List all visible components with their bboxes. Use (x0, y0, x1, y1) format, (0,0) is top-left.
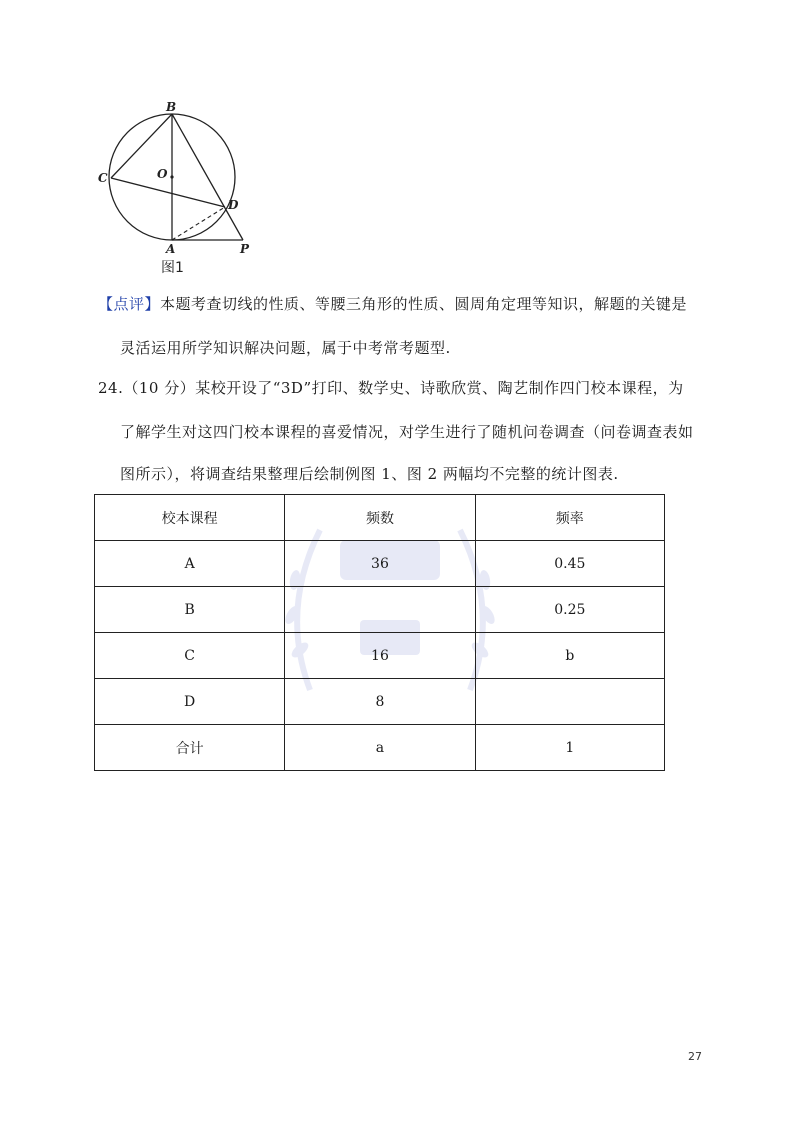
figure-caption: 图1 (161, 260, 184, 276)
label-o: O (157, 167, 168, 181)
problem-line-3: 图所示），将调查结果整理后绘制例图 1、图 2 两幅均不完整的统计图表. (120, 465, 619, 483)
label-p: P (240, 242, 250, 256)
table-row (95, 587, 665, 633)
dashed-ad (172, 207, 225, 240)
table-cell: 8 (285, 679, 475, 725)
segment-bp (172, 114, 243, 240)
course-frequency-table (94, 494, 665, 771)
table-row (95, 725, 665, 771)
table-cell: A (95, 541, 285, 587)
table-cell: C (95, 633, 285, 679)
label-b: B (166, 100, 177, 114)
comment-line-2: 灵活运用所学知识解决问题，属于中考常考题型. (120, 339, 451, 357)
table-cell: 16 (285, 633, 475, 679)
circle-tangent-diagram (95, 100, 265, 280)
label-d: D (228, 198, 239, 212)
table-row (95, 541, 665, 587)
table-cell: a (285, 725, 475, 771)
label-a: A (166, 242, 176, 256)
table-row (95, 633, 665, 679)
comment-tag: 【点评】 (98, 295, 161, 313)
comment-line-1 (98, 294, 687, 314)
table-cell: D (95, 679, 285, 725)
header-course: 校本课程 (95, 495, 285, 541)
table-cell (285, 587, 475, 633)
segment-cd (111, 178, 225, 207)
center-dot (170, 175, 173, 178)
geometry-figure (95, 100, 265, 280)
table-cell: b (475, 633, 664, 679)
page-number: 27 (688, 1050, 702, 1063)
header-frequency-count: 频数 (285, 495, 475, 541)
table-cell (475, 679, 664, 725)
table-cell: 0.25 (475, 587, 664, 633)
table-cell: B (95, 587, 285, 633)
table-cell: 1 (475, 725, 664, 771)
table-cell: 0.45 (475, 541, 664, 587)
header-frequency-rate: 频率 (475, 495, 664, 541)
table-row (95, 679, 665, 725)
table-cell: 36 (285, 541, 475, 587)
table-header-row (95, 495, 665, 541)
label-c: C (98, 171, 108, 185)
problem-line-1: 24.（10 分）某校开设了“3D”打印、数学史、诗歌欣赏、陶艺制作四门校本课程，为 (98, 379, 684, 397)
comment-text-1: 本题考查切线的性质、等腰三角形的性质、圆周角定理等知识，解题的关键是 (160, 295, 688, 313)
table-cell: 合计 (95, 725, 285, 771)
problem-line-2: 了解学生对这四门校本课程的喜爱情况，对学生进行了随机问卷调查（问卷调查表如 (120, 423, 694, 441)
